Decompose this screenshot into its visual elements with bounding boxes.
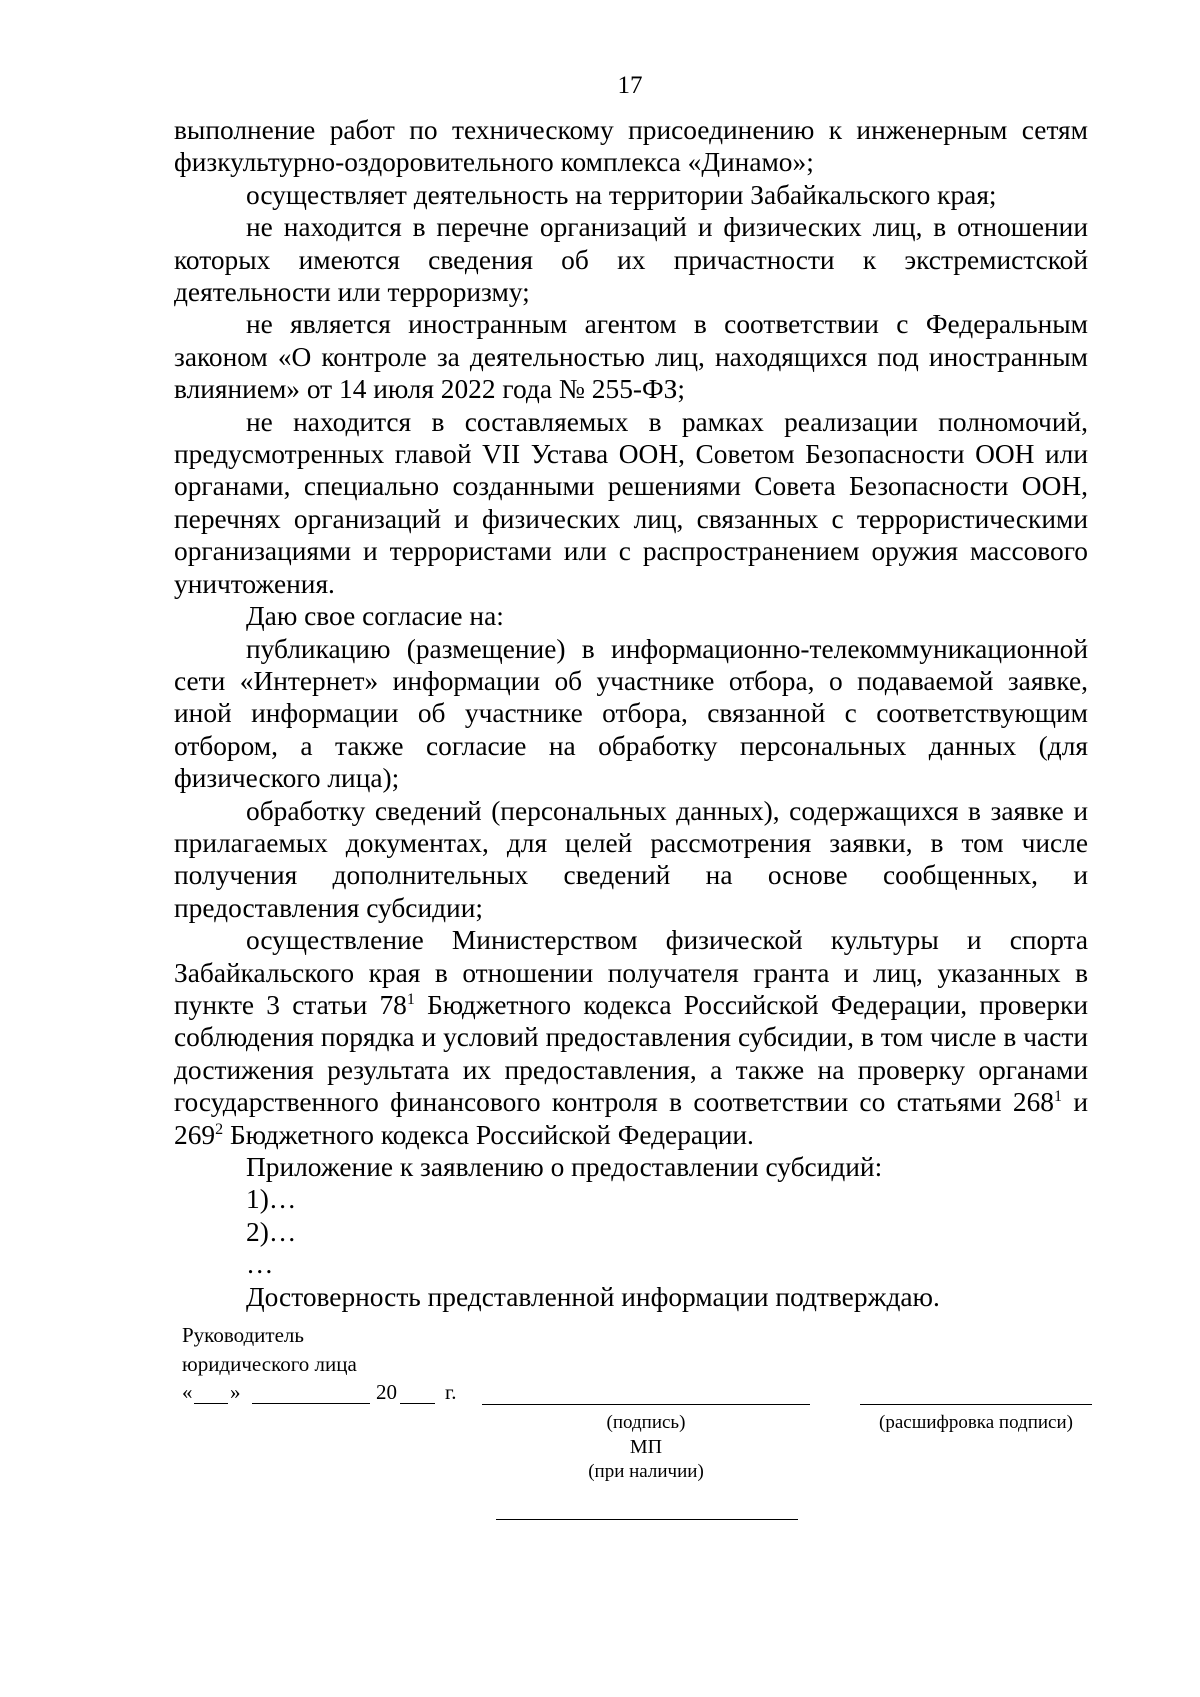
year-prefix: 20 xyxy=(376,1380,397,1404)
attachment-item-2: 2)… xyxy=(246,1216,297,1247)
year-suffix: г. xyxy=(445,1380,457,1404)
paragraph-inspection-consent xyxy=(174,924,1088,1151)
year-line xyxy=(400,1403,435,1404)
paragraph-un-lists: не находится в составляемых в рамках реализации полномочий, предусмотренных главой VII Устава ООН, Советом Безопасности ООН или органами, специально созданными решениями Совета Безопасности ООН, перечнях организаций и физических лиц, связанных с террористическими организациями и террористами или с распространением оружия массового уничтожения. xyxy=(174,406,1088,599)
separator-line xyxy=(496,1519,798,1520)
para9-text-b: Бюджетного кодекса Российской Федерации, проверки соблюдения порядка и условий предоставления субсидии, в том числе в части достижения результата их предоставления, а также на проверку органами государственного финансового контроля в соответствии со статьями 268 xyxy=(174,989,1088,1118)
paragraph-extremism: не находится в перечне организаций и физических лиц, в отношении которых имеются сведения об их причастности к экстремистской деятельности или терроризму; xyxy=(174,212,1088,308)
para9-text-c: и 269 xyxy=(174,1087,1088,1150)
para9-text-d: Бюджетного кодекса Российской Федерации. xyxy=(223,1119,754,1150)
signature-caption: (подпись) xyxy=(606,1412,686,1433)
superscript-3: 2 xyxy=(215,1120,224,1138)
head-title-line1: Руководитель xyxy=(182,1323,304,1347)
paragraph-publication-consent: публикацию (размещение) в информационно-телекоммуникационной сети «Интернет» информации об участнике отбора, о подаваемой заявке, иной информации об участнике отбора, связанной с соответствующим отбором, а также согласие на обработку персональных данных (для физического лица); xyxy=(174,633,1088,794)
date-quote-close: » xyxy=(230,1380,241,1404)
paragraph-processing-consent: обработку сведений (персональных данных), содержащихся в заявке и прилагаемых документах, для целей рассмотрения заявки, в том числе получения дополнительных сведений на основе сообщенных, и предоставления субсидии; xyxy=(174,795,1088,923)
attachment-title: Приложение к заявлению о предоставлении субсидий: xyxy=(246,1152,883,1182)
decryption-caption: (расшифровка подписи) xyxy=(879,1412,1073,1433)
signature-line xyxy=(482,1404,810,1405)
day-line xyxy=(194,1403,228,1404)
paragraph-continuation: выполнение работ по техническому присоединению к инженерным сетям физкультурно-оздоровительного комплекса «Динамо»; xyxy=(174,115,1088,178)
stamp-label: МП xyxy=(629,1436,663,1458)
page-number: 17 xyxy=(617,72,643,99)
para9-text-a: осуществление Министерством физической культуры и спорта Забайкальского края в отношении получателя гранта и лиц, указанных в пункте 3 статьи 78 xyxy=(174,925,1088,1020)
stamp-note: (при наличии) xyxy=(588,1461,704,1482)
confirmation-statement: Достоверность представленной информации подтверждаю. xyxy=(246,1281,940,1312)
head-title-line2: юридического лица xyxy=(182,1352,357,1376)
superscript-2: 1 xyxy=(1054,1088,1062,1106)
month-line xyxy=(252,1403,370,1404)
document-body xyxy=(174,114,1088,1313)
attachment-item-ellipsis: … xyxy=(246,1249,274,1280)
superscript-1: 1 xyxy=(406,990,415,1008)
paragraph-foreign-agent: не является иностранным агентом в соответствии с Федеральным законом «О контроле за деятельностью лиц, находящихся под иностранным влиянием» от 14 июля 2022 года № 255-ФЗ; xyxy=(174,309,1088,405)
attachment-item-1: 1)… xyxy=(246,1184,297,1215)
date-quote-open: « xyxy=(182,1380,193,1404)
paragraph-territory: осуществляет деятельность на территории Забайкальского края; xyxy=(246,179,997,210)
paragraph-consent-heading: Даю свое согласие на: xyxy=(246,601,504,632)
decryption-line xyxy=(860,1404,1092,1405)
